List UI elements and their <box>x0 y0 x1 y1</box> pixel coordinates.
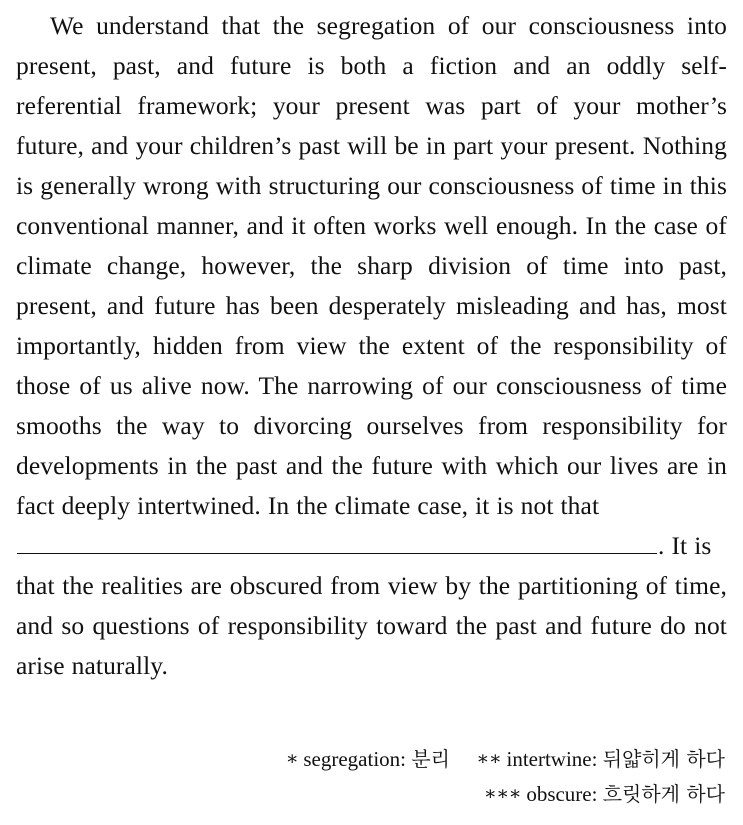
footnotes-block <box>16 742 725 811</box>
passage-body <box>16 6 727 686</box>
footnote-term-2: intertwine: <box>506 747 598 772</box>
footnote-gloss-3: 흐릿하게 하다 <box>602 781 725 806</box>
footnote-line-2 <box>16 777 725 811</box>
passage-text-continuation: that the realities are obscured from view by the partitioning of time, and so questions of responsibility toward the past and future do not arise naturally. <box>16 571 727 680</box>
footnote-term-3: obscure: <box>526 781 598 806</box>
passage-text-before-blank: We understand that the segregation of our consciousness into present, past, and future is both a fiction and an oddly self-referential framework; your present was part of your mother’s future, and your children’s past will be in part your present. Nothing is generally wrong with structuring our consciousness of time in this conventional manner, and it often works well enough. In the case of climate change, however, the sharp division of time into past, present, and future has been desperately misleading and has, most importantly, hidden from view the extent of the responsibility of those of us alive now. The narrowing of our consciousness of time smooths the way to divorcing ourselves from responsibility for developments in the past and the future with which our lives are in fact deeply intertwined. In the climate case, it is not that <box>16 11 727 520</box>
footnote-marker-2: ∗∗ <box>476 748 502 770</box>
footnote-gloss-1: 분리 <box>411 747 450 772</box>
footnote-marker-1: ∗ <box>285 748 299 770</box>
footnote-marker-3: ∗∗∗ <box>483 783 522 804</box>
passage-text-after-blank: . It is <box>658 531 712 560</box>
blank-line-row <box>16 526 727 566</box>
passage-paragraph <box>16 6 727 686</box>
footnote-gloss-2: 뒤얇히게 하다 <box>602 747 725 772</box>
footnote-line-1 <box>16 742 725 776</box>
fill-in-blank[interactable] <box>17 532 657 554</box>
footnote-term-1: segregation: <box>303 747 407 772</box>
